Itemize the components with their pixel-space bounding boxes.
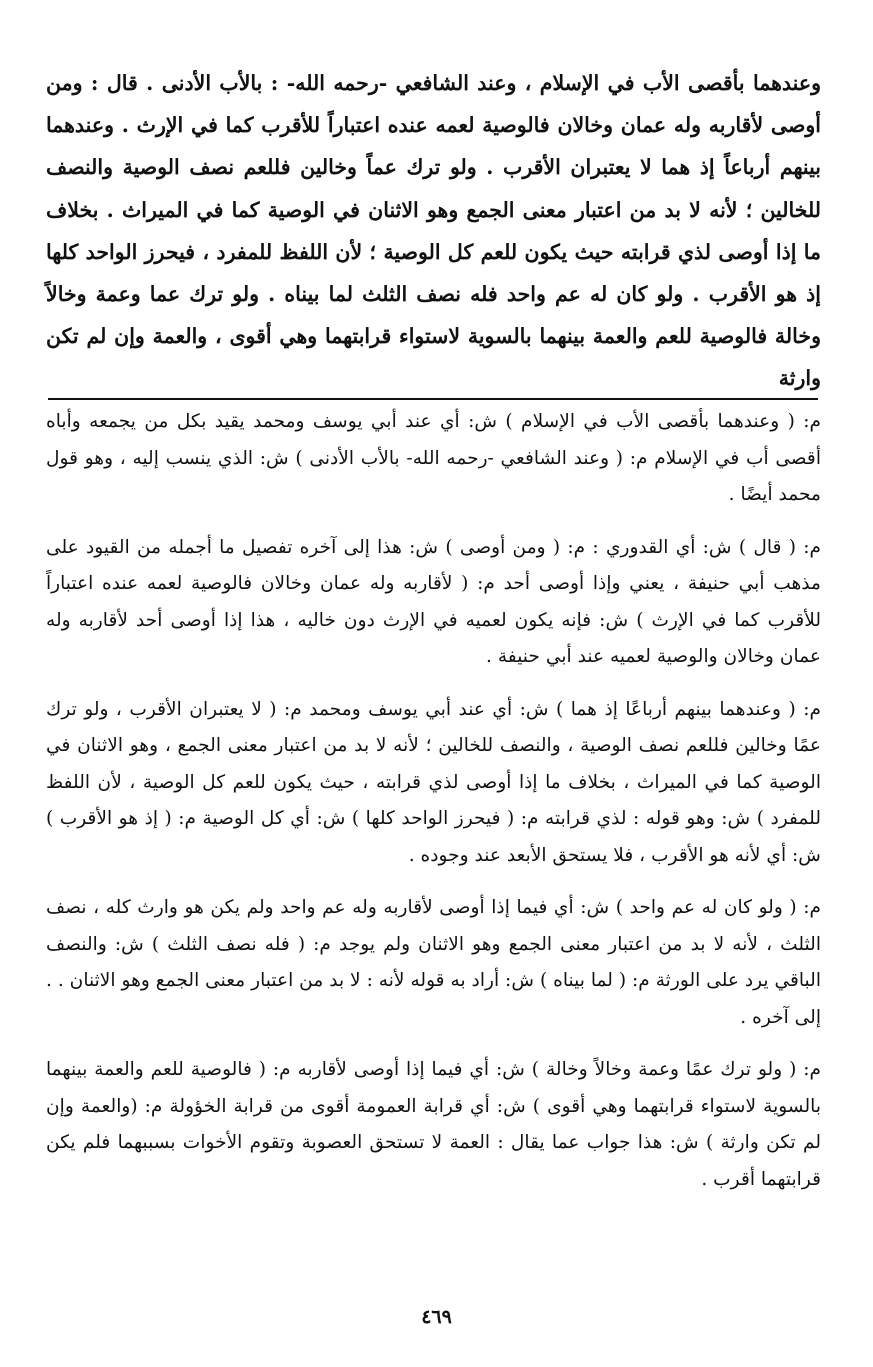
page-number: ٤٦٩ [421, 1306, 452, 1328]
section-divider [48, 398, 818, 400]
commentary-paragraph: م: ( وعندهما بينهم أرباعًا إذ هما ) ش: أي عند أبي يوسف ومحمد م: ( لا يعتبران الأقرب ، ولو ترك عمًا وخالين فللعم نصف الوصية ، والنصف للخالين ؛ لأنه لا بد من اعتبار معنى الجمع ، وهو الاثنان في الوصية كما في الميراث ، بخلاف ما إذا أوصى لذي قرابته ، حيث يكون للعم كل الوصية ، لأن اللفظ للمفرد ) ش: وهو قوله : لذي قرابته م: ( فيحرز الواحد كلها ) ش: أي كل الوصية م: ( إذ هو الأقرب ) ش: أي لأنه هو الأقرب ، فلا يستحق الأبعد عند وجوده . [46, 698, 821, 866]
commentary-paragraph: م: ( ولو ترك عمًا وعمة وخالاً وخالة ) ش: أي فيما إذا أوصى لأقاربه م: ( فالوصية للعم والعمة بينهما بالسوية لاستواء قرابتهما وهي أقوى ) ش: أي قرابة العمومة أقوى من قرابة الخؤولة م: (والعمة وإن لم تكن وارثة ) ش: هذا جواب عما يقال : العمة لا تستحق العصوبة وتقوم الأخوات بسببهما فلم يكن قرابتهما أقرب . [46, 1059, 821, 1190]
commentary-paragraph: م: ( وعندهما بأقصى الأب في الإسلام ) ش: أي عند أبي يوسف ومحمد يقيد بكل من يجمعه وأباه أقصى أب في الإسلام م: ( وعند الشافعي -رحمه الله- بالأب الأدنى ) ش: الذي ينسب إليه ، وهو قول محمد أيضًا . [46, 411, 821, 505]
commentary-paragraph: م: ( قال ) ش: أي القدوري : م: ( ومن أوصى ) ش: هذا إلى آخره تفصيل ما أجمله من القيود على مذهب أبي حنيفة ، يعني وإذا أوصى أحد م: ( لأقاربه وله عمان وخالان فالوصية لعمه عنده اعتباراً للأقرب كما في الإرث ) ش: فإنه يكون لعميه في الإرث دون خاليه ، هذا إذا أوصى أحد لأقاربه وله عمان وخالان والوصية لعميه عند أبي حنيفة . [46, 536, 821, 667]
commentary-section [46, 404, 821, 1214]
commentary-paragraph: م: ( ولو كان له عم واحد ) ش: أي فيما إذا أوصى لأقاربه وله عم واحد ولم يكن هو وارث كله ، نصف الثلث ، لأنه لا بد من اعتبار معنى الجمع وهو الاثنان ولم يوجد م: ( فله نصف الثلث ) ش: والنصف الباقي يرد على الورثة م: ( لما بيناه ) ش: أراد به قوله لأنه : لا بد من اعتبار معنى الجمع وهو الاثنان . . إلى آخره . [46, 897, 821, 1028]
main-text-block: وعندهما بأقصى الأب في الإسلام ، وعند الشافعي -رحمه الله- : بالأب الأدنى . قال : ومن أوصى لأقاربه وله عمان وخالان فالوصية لعمه عنده اعتباراً للأقرب كما في الإرث . وعندهما بينهم أرباعاً إذ هما لا يعتبران الأقرب . ولو ترك عماً وخالين فللعم نصف الوصية والنصف للخالين ؛ لأنه لا بد من اعتبار معنى الجمع وهو الاثنان في الوصية كما في الميراث . بخلاف ما إذا أوصى لذي قرابته حيث يكون للعم كل الوصية ؛ لأن اللفظ للمفرد ، فيحرز الواحد كلها إذ هو الأقرب . ولو كان له عم واحد فله نصف الثلث لما بيناه . ولو ترك عما وعمة وخالاً وخالة فالوصية للعم والعمة بينهما بالسوية لاستواء قرابتهما وهي أقوى ، والعمة وإن لم تكن وارثة [46, 71, 821, 391]
